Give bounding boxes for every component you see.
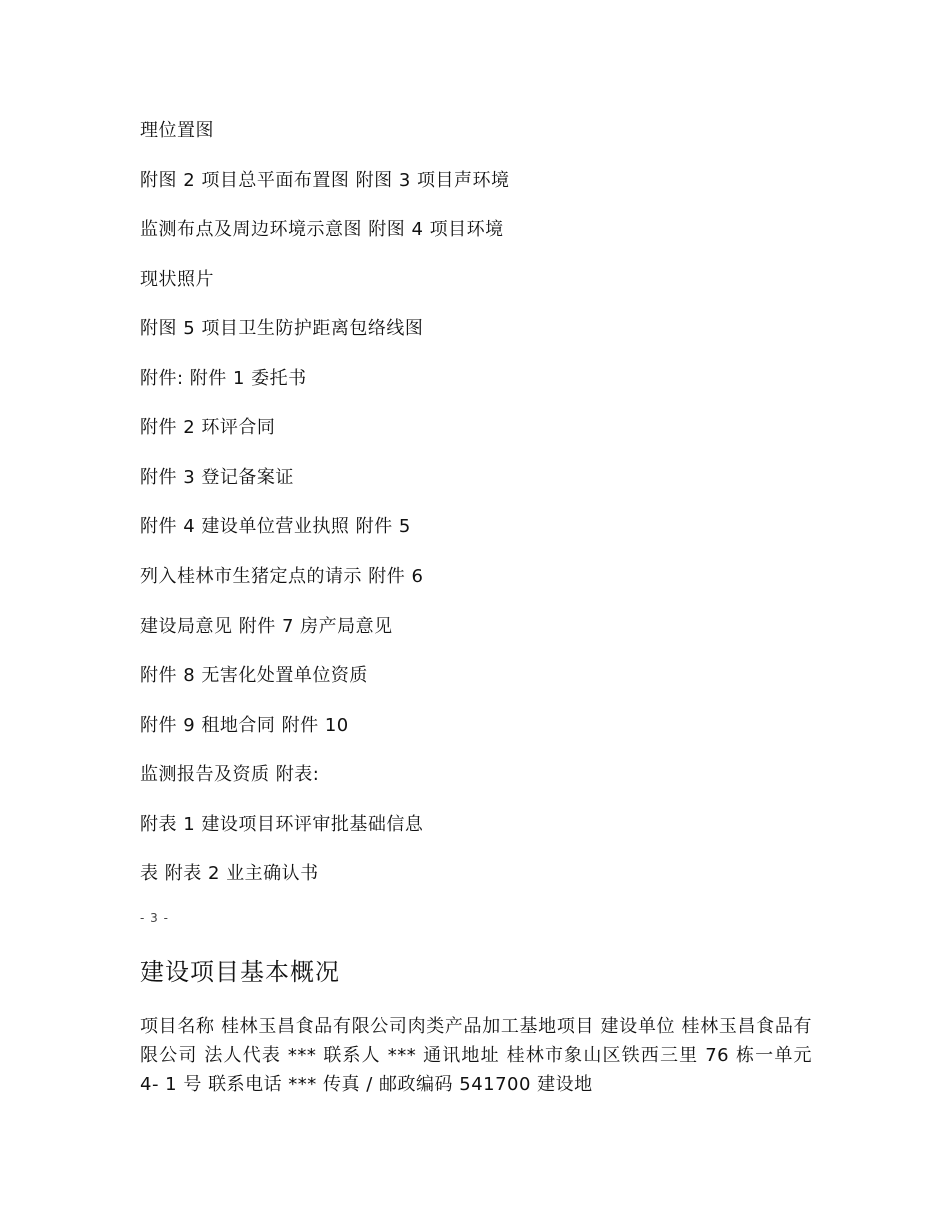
section-paragraph: 项目名称 桂林玉昌食品有限公司肉类产品加工基地项目 建设单位 桂林玉昌食品有限公司 法人代表 *** 联系人 *** 通讯地址 桂林市象山区铁西三里 76 栋一单元 4- 1 号 联系电话 *** 传真 / 邮政编码 541700 建设地 [140, 1016, 812, 1095]
section-title: 建设项目基本概况 [140, 958, 340, 986]
toc-line-16: 表 附表 2 业主确认书 [140, 863, 319, 884]
toc-line-3: 监测布点及周边环境示意图 附图 4 项目环境 [140, 219, 504, 240]
toc-line-6: 附件: 附件 1 委托书 [140, 368, 307, 389]
toc-line-7: 附件 2 环评合同 [140, 417, 276, 438]
toc-line-11: 建设局意见 附件 7 房产局意见 [140, 616, 393, 637]
toc-line-15: 附表 1 建设项目环评审批基础信息 [140, 814, 424, 835]
toc-line-13: 附件 9 租地合同 附件 10 [140, 715, 349, 736]
toc-line-12: 附件 8 无害化处置单位资质 [140, 665, 368, 686]
toc-line-2: 附图 2 项目总平面布置图 附图 3 项目声环境 [140, 170, 510, 191]
toc-line-14: 监测报告及资质 附表: [140, 764, 320, 785]
toc-line-1: 理位置图 [140, 120, 214, 141]
toc-line-9: 附件 4 建设单位营业执照 附件 5 [140, 516, 411, 537]
toc-line-8: 附件 3 登记备案证 [140, 467, 294, 488]
page-number: - 3 - [140, 911, 169, 925]
toc-line-4: 现状照片 [140, 269, 214, 290]
toc-line-10: 列入桂林市生猪定点的请示 附件 6 [140, 566, 424, 587]
toc-line-5: 附图 5 项目卫生防护距离包络线图 [140, 318, 424, 339]
